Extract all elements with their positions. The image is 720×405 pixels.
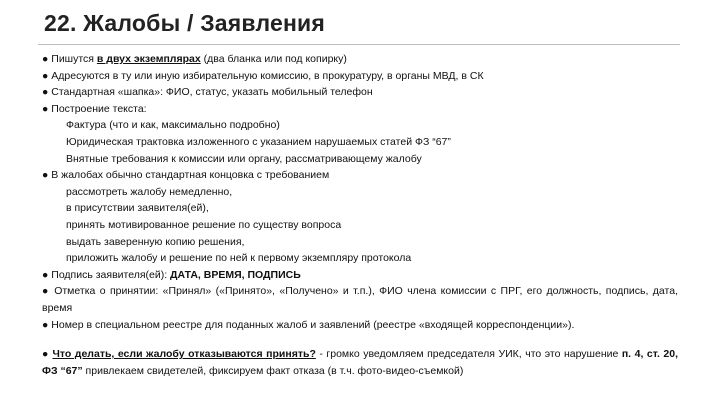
item-text: Построение текста: — [51, 102, 147, 115]
bullet-icon: ● — [42, 53, 49, 65]
slide-title: 22. Жалобы / Заявления — [44, 10, 326, 36]
list-item — [42, 84, 678, 101]
bullet-icon: ● — [42, 348, 49, 361]
slide-body — [42, 51, 678, 379]
question-text: Что делать, если жалобу отказываются принять? — [52, 348, 316, 361]
list-item — [42, 51, 678, 68]
bullet-icon: ● — [42, 86, 49, 99]
item-text: Адресуются в ту или иную избирательную комиссию, в прокуратуру, в органы МВД, в СК — [51, 69, 484, 82]
item-text: - громко уведомляем председателя УИК, что это нарушение — [315, 348, 622, 361]
list-item — [42, 346, 678, 379]
sub-item: принять мотивированное решение по существу вопроса — [66, 218, 342, 231]
bullet-icon: ● — [42, 285, 50, 298]
item-text: привлекаем свидетелей, фиксируем факт отказа (в т.ч. фото-видео-съемкой) — [82, 364, 464, 377]
list-item — [42, 167, 678, 184]
item-text: Пишутся — [51, 53, 97, 65]
sub-item: Внятные требования к комиссии или органу, рассматривающему жалобу — [66, 152, 422, 165]
list-item — [42, 267, 678, 284]
item-text: В жалобах обычно стандартная концовка с требованием — [51, 169, 330, 182]
sub-item: рассмотреть жалобу немедленно, — [66, 185, 233, 198]
emphasis-text: ДАТА, ВРЕМЯ, ПОДПИСЬ — [170, 268, 301, 281]
sub-item: Фактура (что и как, максимально подробно) — [66, 119, 280, 132]
item-text: Подпись заявителя(ей): — [51, 268, 171, 281]
spacer — [42, 333, 678, 346]
sub-item: приложить жалобу и решение по ней к первому экземпляру протокола — [66, 252, 412, 265]
bullet-icon: ● — [42, 102, 49, 115]
sub-item: Юридическая трактовка изложенного с указанием нарушаемых статей ФЗ “67” — [66, 135, 451, 148]
bullet-icon: ● — [42, 318, 49, 331]
emphasis-text: в двух экземплярах — [96, 53, 201, 65]
list-item — [42, 101, 678, 118]
item-text: Отметка о принятии: «Принял» («Принято», «Получено» и т.п.), ФИО члена комиссии с ПРГ, его должность, подпись, дата, время — [42, 285, 678, 314]
item-text: Стандартная «шапка»: ФИО, статус, указать мобильный телефон — [51, 86, 373, 99]
item-text: (два бланка или под копирку) — [200, 53, 347, 65]
title-divider — [38, 44, 680, 45]
sub-item: выдать заверенную копию решения, — [66, 235, 245, 248]
list-item — [42, 317, 678, 334]
bullet-icon: ● — [42, 169, 49, 182]
law-reference: п. 4, ст. 20, ФЗ “67” — [42, 348, 678, 377]
bullet-icon: ● — [42, 69, 49, 82]
bullet-icon: ● — [42, 268, 49, 281]
item-text: Номер в специальном реестре для поданных жалоб и заявлений (реестре «входящей корреспонденции»). — [51, 318, 575, 331]
list-item — [42, 283, 678, 316]
list-item — [42, 68, 678, 85]
sub-item: в присутствии заявителя(ей), — [66, 202, 209, 215]
